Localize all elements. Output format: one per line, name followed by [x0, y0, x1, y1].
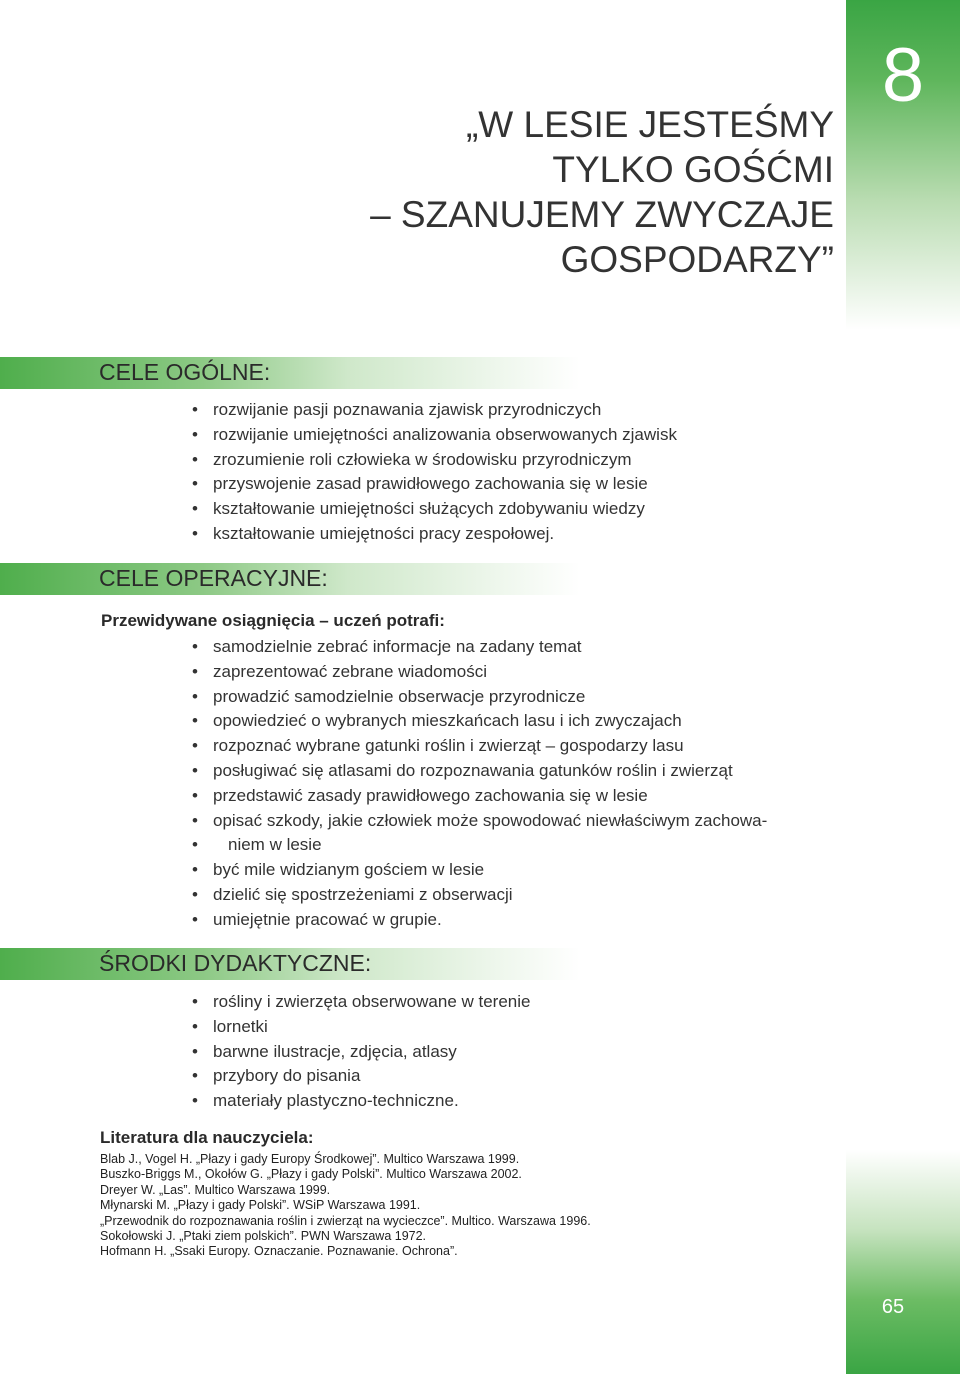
- chapter-number: 8: [881, 33, 925, 118]
- literature-entry: Buszko-Briggs M., Okołów G. „Płazy i gady Polski”. Multico Warszawa 2002.: [100, 1167, 522, 1182]
- page-number: 65: [881, 1296, 905, 1318]
- list-item: • przybory do pisania: [0, 1064, 530, 1089]
- list-item: • kształtowanie umiejętności służących zdobywaniu wiedzy: [0, 497, 677, 522]
- list-item: • przedstawić zasady prawidłowego zachowania się w lesie: [0, 784, 767, 809]
- cele-ogolne-list: [0, 398, 677, 547]
- srodki-list: [0, 990, 530, 1114]
- section-header-cele-ogolne: [0, 357, 580, 389]
- title-line: – SZANUJEMY ZWYCZAJE: [370, 194, 834, 235]
- list-item: • barwne ilustracje, zdjęcia, atlasy: [0, 1040, 530, 1065]
- list-item: • rozwijanie pasji poznawania zjawisk przyrodniczych: [0, 398, 677, 423]
- literature-entry: Dreyer W. „Las”. Multico Warszawa 1999.: [100, 1182, 331, 1197]
- section-subheading: Przewidywane osiągnięcia – uczeń potrafi:: [101, 611, 445, 630]
- list-item: • umiejętnie pracować w grupie.: [0, 908, 767, 933]
- list-item: • opowiedzieć o wybranych mieszkańcach lasu i ich zwyczajach: [0, 709, 767, 734]
- list-item: • posługiwać się atlasami do rozpoznawania gatunków roślin i zwierząt: [0, 759, 767, 784]
- cele-operacyjne-list: [0, 635, 767, 933]
- list-item: • rozwijanie umiejętności analizowania obserwowanych zjawisk: [0, 423, 677, 448]
- list-item: • prowadzić samodzielnie obserwacje przyrodnicze: [0, 685, 767, 710]
- list-item: • samodzielnie zebrać informacje na zadany temat: [0, 635, 767, 660]
- section-header-cele-operacyjne: [0, 563, 580, 595]
- list-item: • lornetki: [0, 1015, 530, 1040]
- list-item: • zaprezentować zebrane wiadomości: [0, 660, 767, 685]
- title-line: GOSPODARZY”: [560, 239, 834, 280]
- literature-heading: Literatura dla nauczyciela:: [100, 1128, 314, 1147]
- list-item: • zrozumienie roli człowieka w środowisku przyrodniczym: [0, 448, 677, 473]
- literature-entry: „Przewodnik do rozpoznawania roślin i zwierząt na wycieczce”. Multico. Warszawa 1996.: [100, 1213, 591, 1228]
- list-item: • rośliny i zwierzęta obserwowane w terenie: [0, 990, 530, 1015]
- list-item-continuation: • niem w lesie: [0, 833, 767, 858]
- list-item: • opisać szkody, jakie człowiek może spowodować niewłaściwym zachowa-: [0, 809, 767, 834]
- literature-entry: Sokołowski J. „Ptaki ziem polskich”. PWN Warszawa 1972.: [100, 1229, 427, 1244]
- literature-entry: Hofmann H. „Ssaki Europy. Oznaczanie. Poznawanie. Ochrona”.: [100, 1244, 458, 1259]
- literature-list: [100, 1152, 591, 1260]
- title-line: TYLKO GOŚĆMI: [552, 149, 834, 190]
- list-item: • przyswojenie zasad prawidłowego zachowania się w lesie: [0, 472, 677, 497]
- list-item: • rozpoznać wybrane gatunki roślin i zwierząt – gospodarzy lasu: [0, 734, 767, 759]
- list-item: • materiały plastyczno-techniczne.: [0, 1089, 530, 1114]
- section-heading: CELE OPERACYJNE:: [99, 565, 328, 591]
- page-title: [370, 102, 834, 282]
- list-item: • dzielić się spostrzeżeniami z obserwacji: [0, 883, 767, 908]
- section-header-srodki: [0, 948, 580, 980]
- literature-entry: Młynarski M. „Płazy i gady Polski”. WSiP Warszawa 1991.: [100, 1198, 421, 1213]
- list-item: • być mile widzianym gościem w lesie: [0, 858, 767, 883]
- title-line: „W LESIE JESTEŚMY: [465, 104, 834, 145]
- section-heading: CELE OGÓLNE:: [99, 359, 271, 385]
- chapter-side-strip: [846, 0, 960, 1374]
- list-item: • kształtowanie umiejętności pracy zespołowej.: [0, 522, 677, 547]
- section-heading: ŚRODKI DYDAKTYCZNE:: [99, 950, 372, 976]
- literature-entry: Blab J., Vogel H. „Płazy i gady Europy Środkowej”. Multico Warszawa 1999.: [100, 1152, 520, 1166]
